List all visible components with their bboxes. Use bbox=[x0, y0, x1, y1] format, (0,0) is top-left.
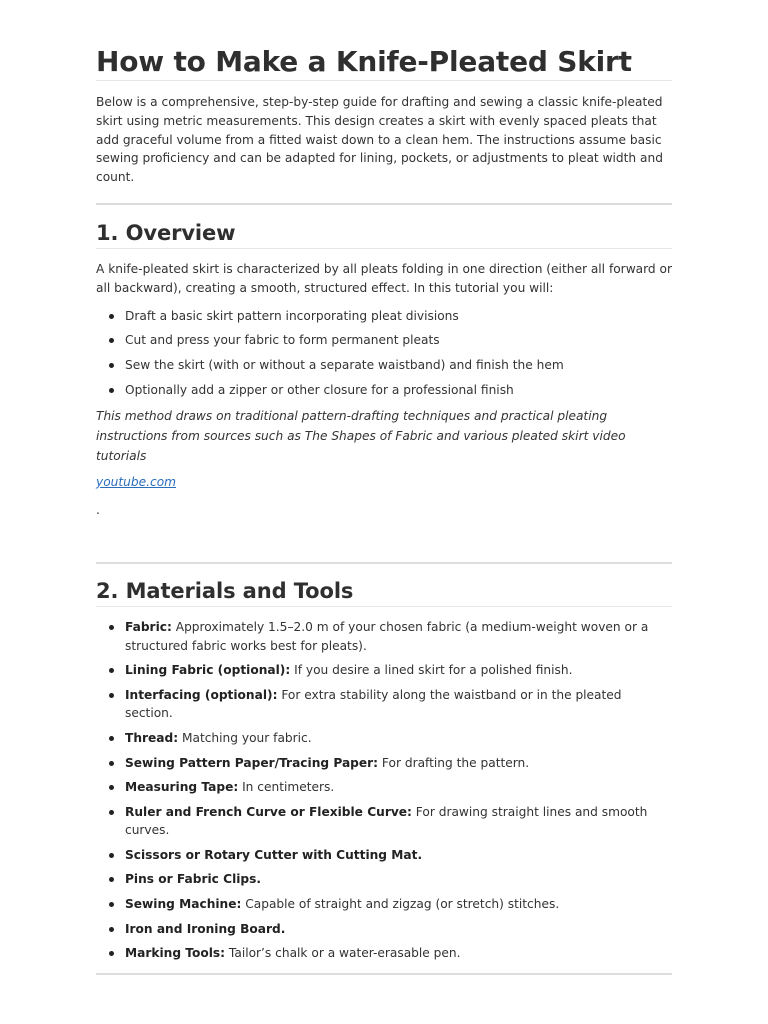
item-text: Capable of straight and zigzag (or stretch) stitches. bbox=[241, 896, 560, 911]
materials-heading: 2. Materials and Tools bbox=[96, 579, 354, 604]
item-label: Lining Fabric (optional): bbox=[125, 663, 291, 678]
section-divider bbox=[96, 973, 672, 975]
item-text: If you desire a lined skirt for a polished finish. bbox=[290, 663, 573, 678]
item-label: Fabric: bbox=[125, 620, 172, 635]
intro-paragraph: Below is a comprehensive, step-by-step guide for drafting and sewing a classic knife-pleated skirt using metric measurements. This design creates a skirt with evenly spaced pleats that add graceful volume from a fitted waist down to a clean hem. The instructions assume basic sewing proficiency and can be adapted for lining, pockets, or adjustments to pleat width and count. bbox=[96, 95, 663, 185]
item-label: Sewing Machine: bbox=[125, 896, 242, 911]
list-item bbox=[125, 803, 672, 840]
list-item bbox=[125, 618, 672, 655]
item-label: Thread: bbox=[125, 730, 179, 745]
item-label: Interfacing (optional): bbox=[125, 687, 278, 702]
item-text: For drafting the pattern. bbox=[378, 755, 530, 770]
list-item bbox=[125, 920, 672, 938]
page-title: How to Make a Knife-Pleated Skirt bbox=[96, 45, 632, 78]
item-text: For extra stability along the waistband or in the pleated section. bbox=[125, 687, 622, 721]
list-item bbox=[125, 846, 672, 864]
item-label: Scissors or Rotary Cutter with Cutting Mat. bbox=[125, 847, 423, 862]
section-divider bbox=[96, 203, 672, 205]
list-item bbox=[125, 895, 672, 913]
list-item bbox=[125, 661, 672, 679]
article bbox=[96, 0, 672, 975]
trailing-period: . bbox=[96, 502, 100, 517]
list-item bbox=[125, 870, 672, 888]
list-item: Optionally add a zipper or other closure for a professional finish bbox=[125, 381, 672, 399]
item-label: Marking Tools: bbox=[125, 946, 226, 961]
list-item: Sew the skirt (with or without a separate waistband) and finish the hem bbox=[125, 356, 672, 374]
item-label: Pins or Fabric Clips. bbox=[125, 872, 262, 887]
title-underline bbox=[96, 80, 672, 81]
list-item: Draft a basic skirt pattern incorporating pleat divisions bbox=[125, 307, 672, 325]
list-item bbox=[125, 729, 672, 747]
overview-paragraph: A knife-pleated skirt is characterized by all pleats folding in one direction (either all forward or all backward), creating a smooth, structured effect. In this tutorial you will: bbox=[96, 261, 673, 295]
item-label: Measuring Tape: bbox=[125, 780, 239, 795]
item-text: Approximately 1.5–2.0 m of your chosen fabric (a medium-weight woven or a structured fabric works best for pleats). bbox=[125, 620, 649, 653]
item-label: Ruler and French Curve or Flexible Curve: bbox=[125, 804, 412, 819]
list-item: Cut and press your fabric to form permanent pleats bbox=[125, 331, 672, 349]
overview-heading-underline bbox=[96, 248, 672, 249]
item-text: In centimeters. bbox=[238, 780, 335, 795]
item-label: Iron and Ironing Board. bbox=[125, 921, 286, 936]
item-label: Sewing Pattern Paper/Tracing Paper: bbox=[125, 755, 379, 770]
source-note: This method draws on traditional pattern-drafting techniques and practical pleating instructions from sources such as The Shapes of Fabric and various pleated skirt video tutorials bbox=[96, 408, 626, 463]
materials-list bbox=[96, 618, 672, 962]
list-item bbox=[125, 754, 672, 772]
overview-heading: 1. Overview bbox=[96, 220, 236, 245]
section-divider bbox=[96, 562, 672, 564]
item-text: Matching your fabric. bbox=[178, 730, 312, 745]
list-item bbox=[125, 944, 672, 962]
overview-list bbox=[96, 307, 672, 400]
item-text: Tailor’s chalk or a water-erasable pen. bbox=[225, 946, 461, 961]
list-item bbox=[125, 686, 672, 723]
materials-heading-underline bbox=[96, 606, 672, 607]
youtube-link[interactable]: youtube.com bbox=[96, 474, 177, 489]
list-item bbox=[125, 778, 672, 796]
item-text: For drawing straight lines and smooth curves. bbox=[125, 804, 648, 838]
